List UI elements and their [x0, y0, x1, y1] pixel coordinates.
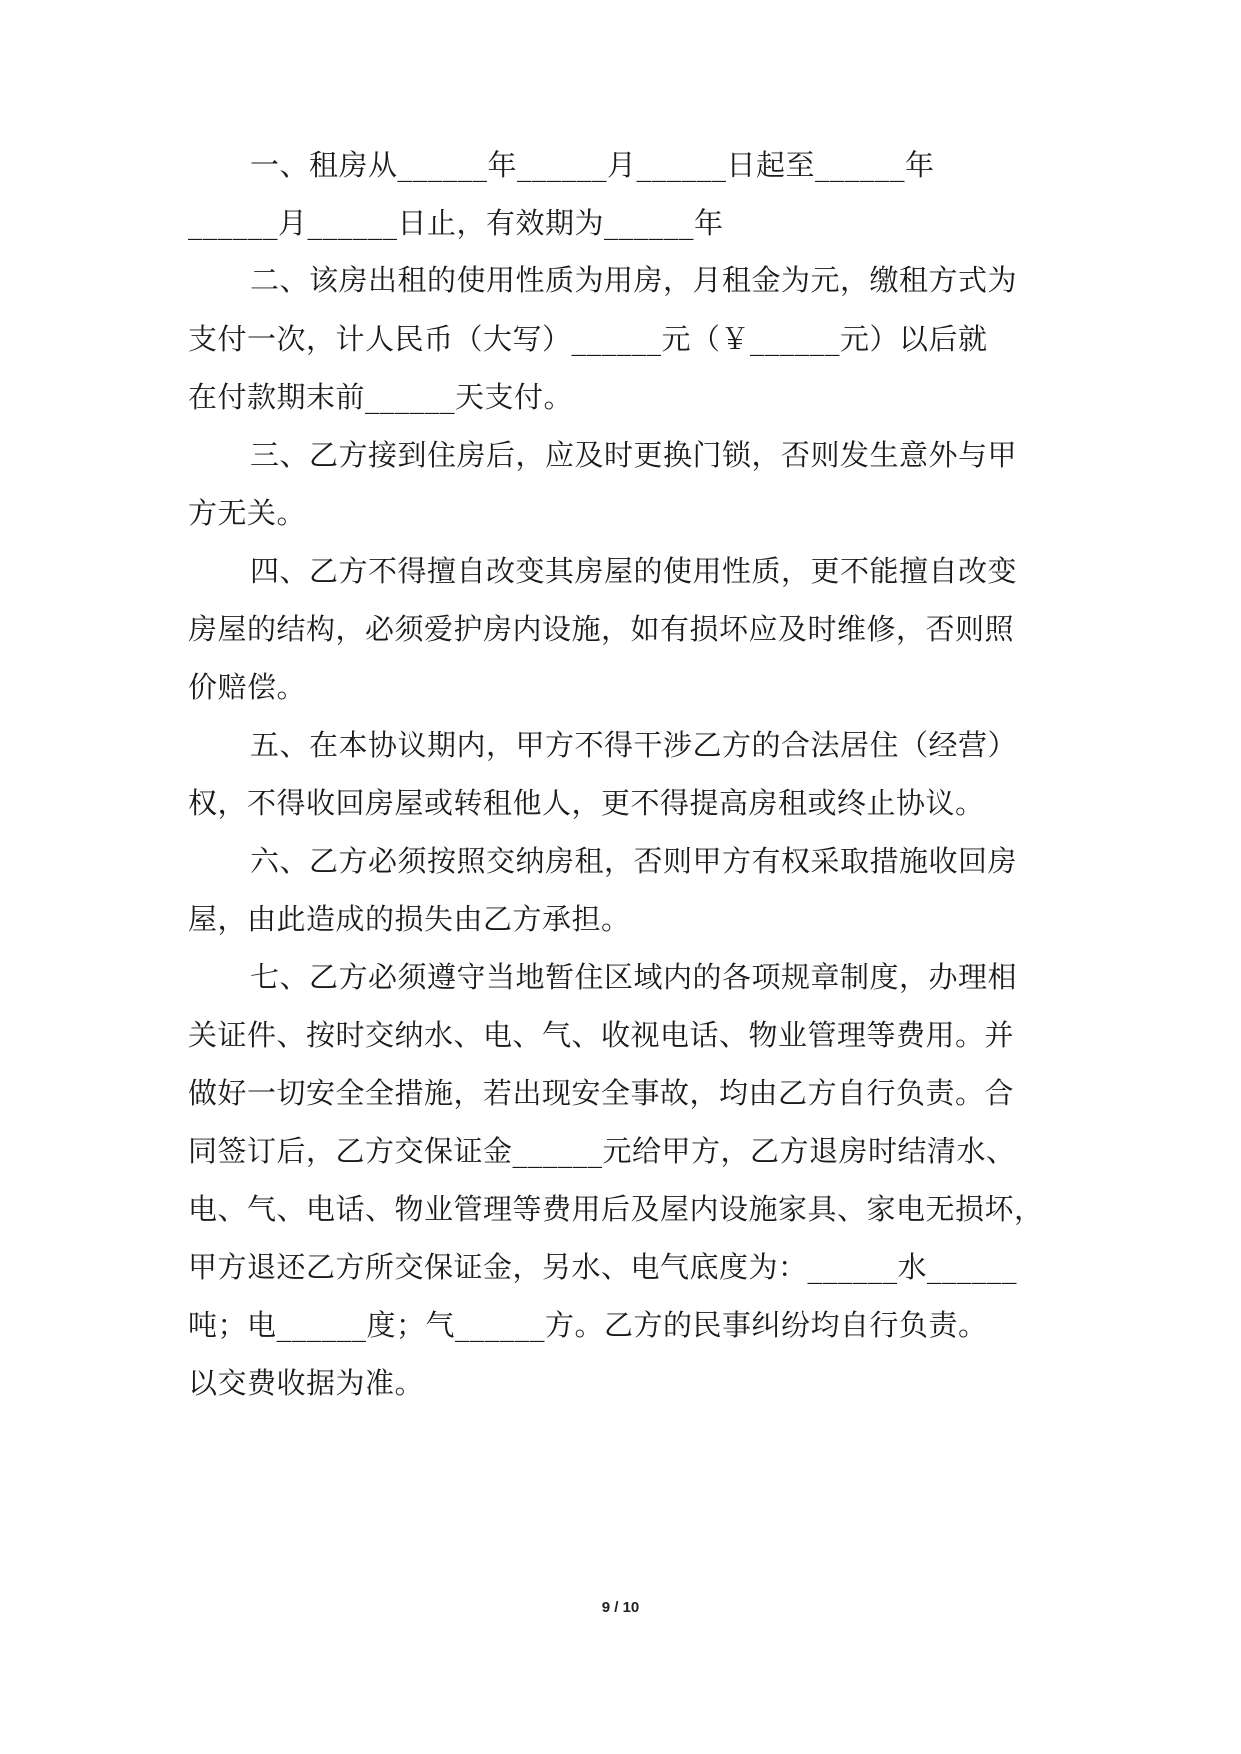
- clause-5-line-2: 权，不得收回房屋或转租他人，更不得提高房租或终止协议。: [188, 786, 985, 820]
- clause-7-line-4: 同签订后，乙方交保证金______元给甲方，乙方退房时结清水、: [188, 1134, 1016, 1168]
- clause-4-line-1: 四、乙方不得擅自改变其房屋的使用性质，更不能擅自改变: [250, 554, 1018, 588]
- clause-7-line-2: 关证件、按时交纳水、电、气、收视电话、物业管理等费用。并: [188, 1018, 1015, 1052]
- clause-2-line-2: 支付一次，计人民币（大写）______元（￥______元）以后就: [188, 322, 988, 356]
- clause-1-line-1: 一、租房从______年______月______日起至______年: [250, 148, 935, 182]
- clause-4-line-3: 价赔偿。: [188, 670, 307, 704]
- clause-4-line-2: 房屋的结构，必须爱护房内设施，如有损坏应及时维修，否则照: [188, 612, 1015, 646]
- clause-7-line-3: 做好一切安全全措施，若出现安全事故，均由乙方自行负责。合: [188, 1076, 1015, 1110]
- clause-5-line-1: 五、在本协议期内，甲方不得干涉乙方的合法居住（经营）: [250, 728, 1018, 762]
- clause-3-line-2: 方无关。: [188, 496, 307, 530]
- clause-7-line-5: 电、气、电话、物业管理等费用后及屋内设施家具、家电无损坏，: [188, 1192, 1044, 1226]
- clause-2-line-3: 在付款期末前______天支付。: [188, 380, 574, 414]
- clause-2-line-1: 二、该房出租的使用性质为用房，月租金为元，缴租方式为: [250, 263, 1018, 297]
- clause-1-line-2: ______月______日止，有效期为______年: [188, 206, 724, 240]
- clause-6-line-2: 屋，由此造成的损失由乙方承担。: [188, 902, 631, 936]
- clause-7-line-1: 七、乙方必须遵守当地暂住区域内的各项规章制度，办理相: [250, 960, 1018, 994]
- clause-3-line-1: 三、乙方接到住房后，应及时更换门锁，否则发生意外与甲: [250, 438, 1018, 472]
- clause-7-line-8: 以交费收据为准。: [188, 1366, 425, 1400]
- page-number: 9 / 10: [601, 1599, 640, 1616]
- clause-7-line-6: 甲方退还乙方所交保证金，另水、电气底度为：______水______: [188, 1250, 1018, 1284]
- clause-6-line-1: 六、乙方必须按照交纳房租，否则甲方有权采取措施收回房: [250, 844, 1018, 878]
- clause-7-line-7: 吨；电______度；气______方。乙方的民事纠纷均自行负责。: [188, 1308, 988, 1342]
